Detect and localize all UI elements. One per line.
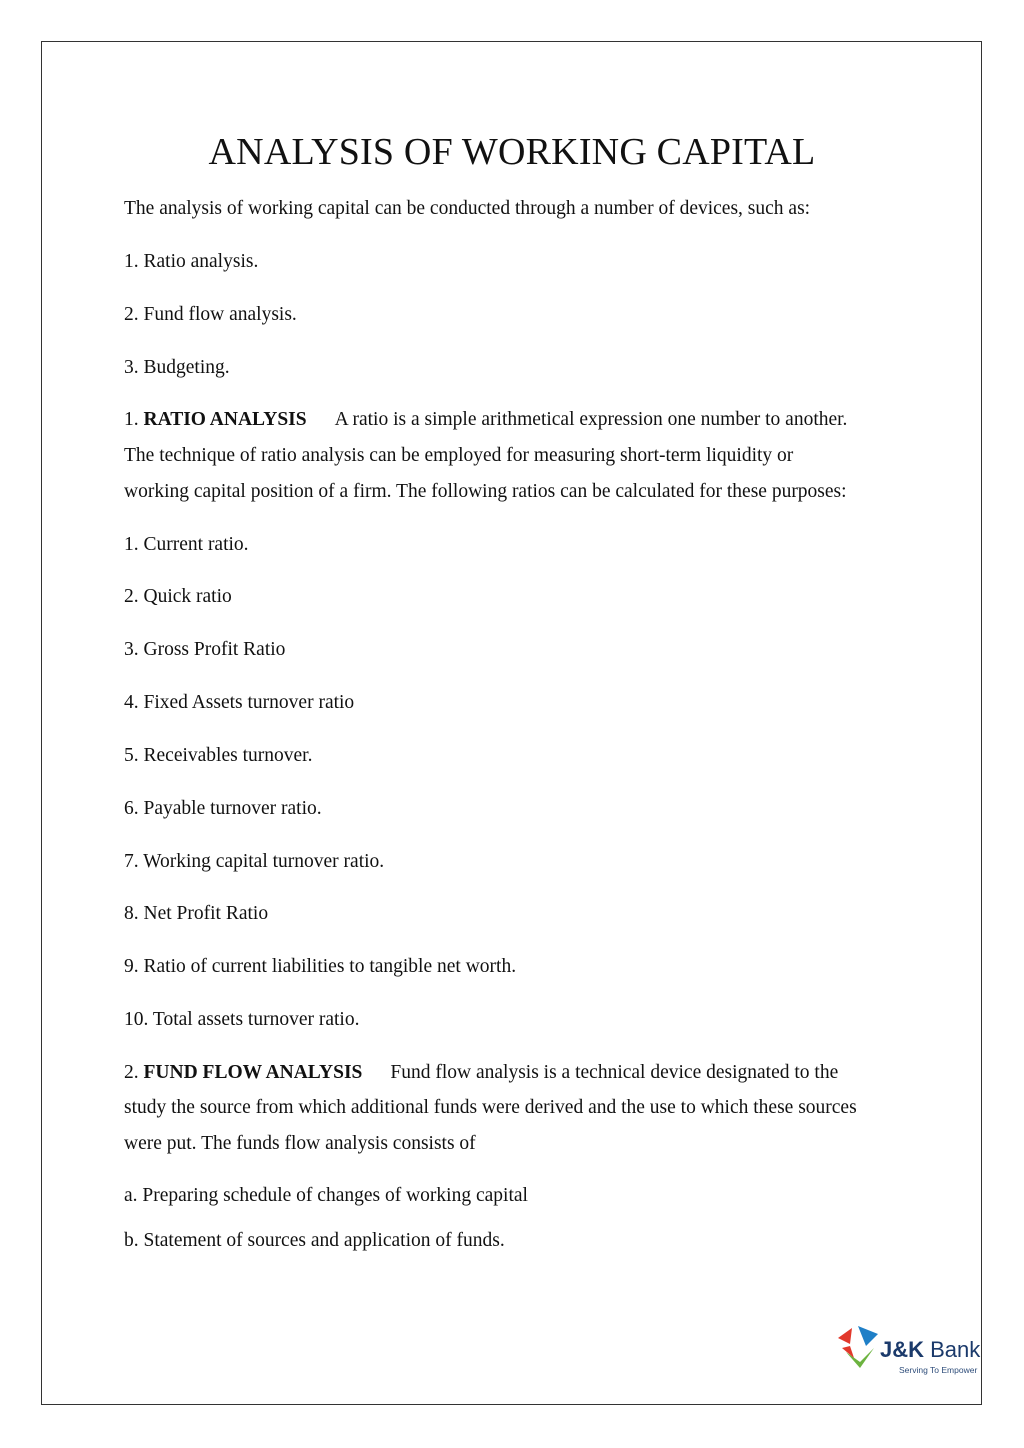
logo-name-bold: J&K [880,1337,925,1362]
ratio-item-10: 10. Total assets turnover ratio. [124,1009,360,1030]
ratio-section-text-3: working capital position of a firm. The following ratios can be calculated for these purposes: [124,481,847,502]
device-item-3: 3. Budgeting. [124,357,230,378]
fund-flow-section-number: 2. [124,1062,144,1083]
logo-name-rest: Bank [924,1337,981,1362]
ratio-item-2: 2. Quick ratio [124,586,232,607]
ratio-section-text-2: The technique of ratio analysis can be employed for measuring short-term liquidity or [124,445,794,466]
fund-flow-section-heading: FUND FLOW ANALYSIS [143,1062,363,1083]
page-title: ANALYSIS OF WORKING CAPITAL [208,131,816,173]
fund-flow-item-b: b. Statement of sources and application of funds. [124,1230,505,1251]
intro-paragraph: The analysis of working capital can be conducted through a number of devices, such as: [124,198,811,219]
fund-flow-text-2: study the source from which additional funds were derived and the use to which these sources [124,1097,857,1118]
ratio-section-number: 1. [124,409,144,430]
fund-flow-item-a: a. Preparing schedule of changes of working capital [124,1185,528,1206]
ratio-item-5: 5. Receivables turnover. [124,745,313,766]
ratio-item-9: 9. Ratio of current liabilities to tangible net worth. [124,956,517,977]
ratio-section-heading: RATIO ANALYSIS [143,409,307,430]
ratio-item-3: 3. Gross Profit Ratio [124,639,286,660]
ratio-item-6: 6. Payable turnover ratio. [124,798,322,819]
fund-flow-text-3: were put. The funds flow analysis consists of [124,1133,476,1154]
fund-flow-heading-line [124,1061,914,1085]
fund-flow-text-1: Fund flow analysis is a technical device designated to the [390,1062,839,1083]
jk-bank-logo [836,1324,986,1380]
logo-tagline: Serving To Empower [899,1365,978,1375]
jk-bank-logo-mark-icon [836,1324,882,1374]
ratio-analysis-heading-line [124,408,914,432]
ratio-item-7: 7. Working capital turnover ratio. [124,851,385,872]
ratio-section-text-1: A ratio is a simple arithmetical expression one number to another. [334,409,848,430]
ratio-item-1: 1. Current ratio. [124,534,249,555]
ratio-item-4: 4. Fixed Assets turnover ratio [124,692,355,713]
ratio-item-8: 8. Net Profit Ratio [124,903,269,924]
device-item-1: 1. Ratio analysis. [124,251,259,272]
device-item-2: 2. Fund flow analysis. [124,304,297,325]
logo-name [880,1338,980,1362]
